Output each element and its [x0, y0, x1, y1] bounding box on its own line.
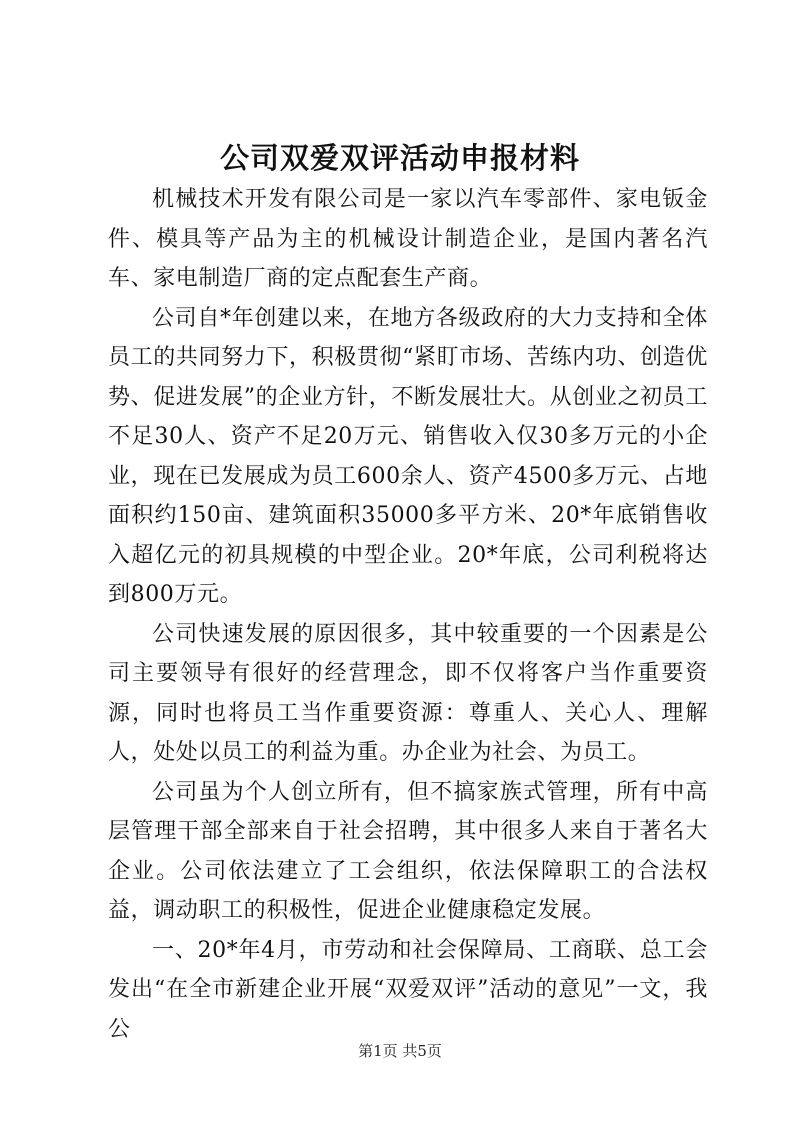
paragraph-management-structure: 公司虽为个人创立所有，但不搞家族式管理，所有中高层管理干部全部来自于社会招聘，其中很多人来自于著名大企业。公司依法建立了工会组织，依法保障职工的合法权益，调动职工的积极性，促进企业健康稳定发展。 [108, 779, 708, 923]
paragraph-activity-section-one: 一、20*年4月，市劳动和社会保障局、工商联、总工会发出“在全市新建企业开展“双爱双评”活动的意见”一文，我公 [108, 937, 708, 1042]
paragraph-company-history: 公司自*年创建以来，在地方各级政府的大力支持和全体员工的共同努力下，积极贯彻“紧盯市场、苦练内功、创造优势、促进发展”的企业方针，不断发展壮大。从创业之初员工不足30人、资产不足20万元、销售收入仅30多万元的小企业，现在已发展成为员工600余人、资产4500多万元、占地面积约150亩、建筑面积35000多平方米、20*年底销售收入超亿元的初具规模的中型企业。20*年底，公司利税将达到800万元。 [108, 305, 708, 607]
document-body [108, 180, 708, 1049]
document-title: 公司双爱双评活动申报材料 [219, 141, 580, 175]
page-indicator: 第1页 共5页 [358, 1042, 442, 1060]
paragraph-management-philosophy: 公司快速发展的原因很多，其中较重要的一个因素是公司主要领导有很好的经营理念，即不仅将客户当作重要资源，同时也将员工当作重要资源：尊重人、关心人、理解人，处处以员工的利益为重。办企业为社会、为员工。 [108, 621, 708, 765]
paragraph-company-intro: 机械技术开发有限公司是一家以汽车零部件、家电钣金件、模具等产品为主的机械设计制造企业，是国内著名汽车、家电制造厂商的定点配套生产商。 [108, 187, 708, 291]
page-footer [0, 1041, 800, 1061]
